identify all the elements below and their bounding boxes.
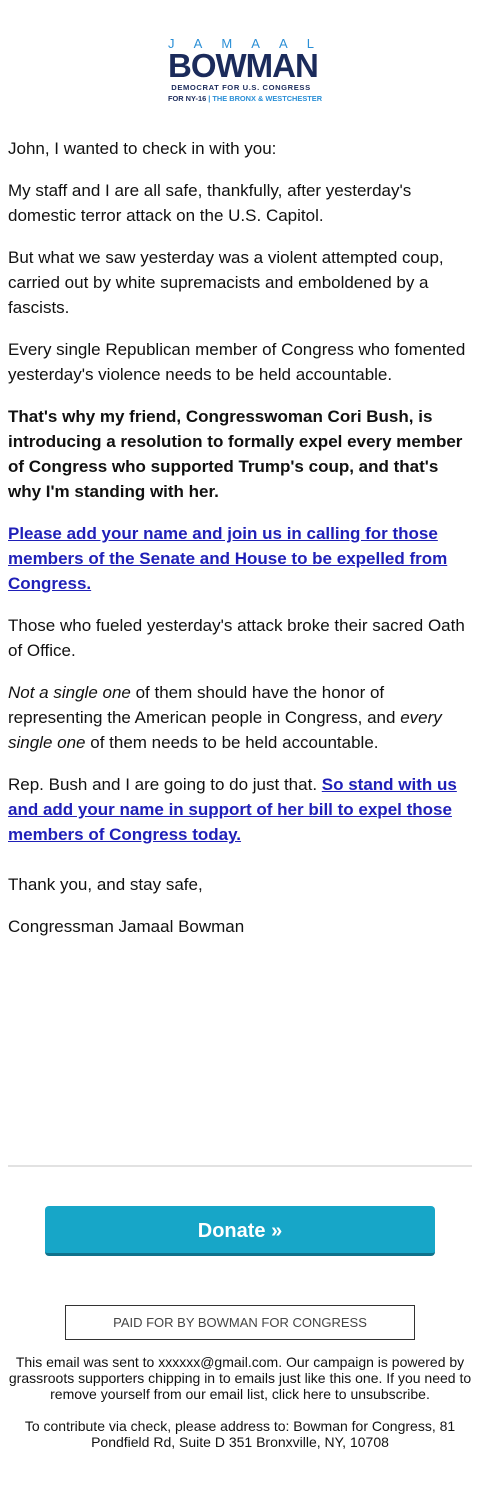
logo-letter: M [221,36,233,51]
paragraph-text: of them should have the honor of representing the American people in Congress, and [8,683,401,727]
paragraph: Every single Republican member of Congress who fomented yesterday's violence needs to be held accountable. [8,340,466,384]
paragraph-text: Rep. Bush and I are going to do just that. [8,775,322,794]
mailing-address: To contribute via check, please address to: Bowman for Congress, 81 Pondfield Rd, Suite D 351 Bronxville, NY, 10708 [24,1418,456,1450]
italic-text: every single one [8,708,442,752]
greeting: John, I wanted to check in with you: [8,139,277,158]
logo-district-line [168,94,323,103]
petition-link[interactable]: Please add your name and join us in calling for those members of the Senate and House to be expelled from Congress. [8,524,448,593]
logo-subtitle: DEMOCRAT FOR U.S. CONGRESS [171,83,311,92]
bold-paragraph [8,404,472,504]
paragraph [8,772,472,847]
bold-text: That's why my friend, Congresswoman Cori Bush, is introducing a resolution to formally expel every member of Congress who supported Trump's coup, and that's why I'm standing with her. [8,407,463,501]
signature: Congressman Jamaal Bowman [8,917,245,936]
paragraph [8,680,472,755]
footer-text: This email was sent to xxxxxx@gmail.com. Our campaign is powered by grassroots supporters chipping in to emails just like this one. If you need to remove yourself from our email list, [8,1354,472,1402]
signoff: Thank you, and stay safe, [8,875,203,894]
logo-letter: A [251,36,260,51]
italic-text: Not a single one [8,683,131,702]
logo-last-name: BOWMAN [168,47,318,84]
logo-letter: J [168,36,175,51]
email-body [8,136,472,956]
paid-for-disclaimer: PAID FOR BY BOWMAN FOR CONGRESS [65,1305,415,1340]
logo-mark [168,34,323,106]
paragraph: My staff and I are all safe, thankfully, after yesterday's domestic terror attack on the U.S. Capitol. [8,181,412,225]
logo-region: THE BRONX & WESTCHESTER [212,94,323,103]
logo-letter: A [279,36,288,51]
unsubscribe-link[interactable]: click here to unsubscribe. [271,1386,430,1402]
logo-letter: L [306,36,314,51]
logo-letter: A [193,36,203,51]
support-bill-link[interactable]: So stand with us and add your name in support of her bill to expel those members of Congress today. [8,775,457,844]
paragraph: But what we saw yesterday was a violent attempted coup, carried out by white supremacists and emboldened by a fascists. [8,248,444,317]
logo-separator: | [208,94,211,103]
email-footer [8,1354,472,1466]
footer-divider [8,1165,472,1167]
paragraph: Those who fueled yesterday's attack broke their sacred Oath of Office. [8,616,465,660]
footer-notice [8,1354,472,1402]
campaign-logo [0,34,480,106]
logo-district: FOR NY-16 [168,94,207,103]
link-paragraph [8,521,472,596]
paragraph-text: of them needs to be held accountable. [85,733,379,752]
donate-button[interactable]: Donate » [45,1206,435,1256]
